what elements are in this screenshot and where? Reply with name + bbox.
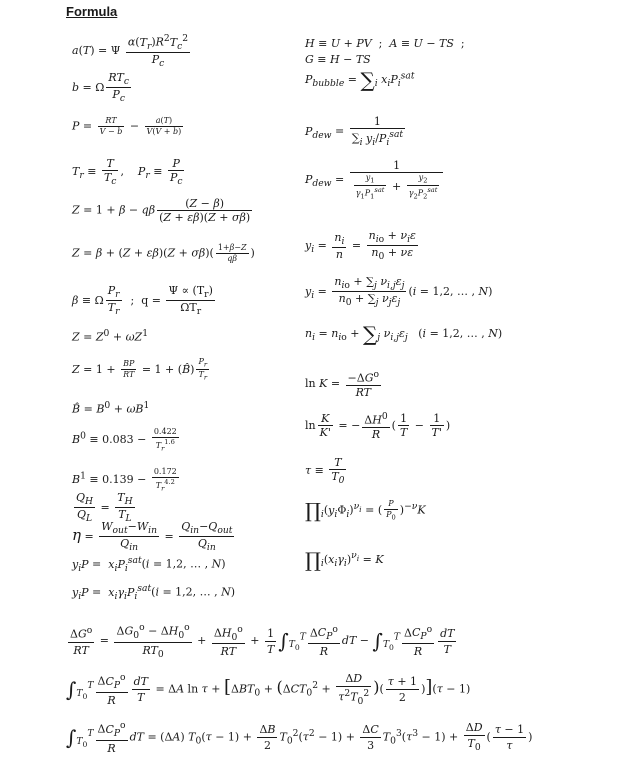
- equation-raoult: $y_iP = x_iP_i^{sat}(i = 1,2$, … , N): [72, 555, 226, 574]
- equation-gibbs-temperature: $\frac{\Delta G^o}{RT}$ = $\frac{\Delta G_0^o - \Delta H_0^o}{RT_0}$ + $\frac{\Delta H_0^o}{RT}$ + $\frac{1}{T}$ $\int_{T_0}^T$ $\frac{\Delta C_P^o}{R}$ dT − $\int_{T_0}^T$ $\frac{\Delta C_P^o}{R}$ $\frac{dT}{T}$: [70, 622, 455, 661]
- equation-reduced: $T_r$ ≡ $\frac{T}{T_c}$ , $P_r$ ≡ $\frac{P}{P_c}$: [72, 157, 183, 188]
- equation-virial: Z = 1 + $\frac{BP}{RT}$ = 1 + (B̂) $\frac{P_r}{T_r}$: [72, 357, 208, 382]
- equation-efficiency: η = $\frac{W_{out}-W_{in}}{Q_{in}}$ = $\frac{Q_{in}-Q_{out}}{Q_{in}}$: [72, 520, 233, 554]
- equation-b1: $B^1 \equiv 0.139$ − $\frac{0.172}{T_r^{4.2}}$: [72, 467, 177, 493]
- equation-moles: $n_i = n_{io} + \sum_j$ $\nu_{i,j}\varepsilon_j$ (i = 1,2, … , N): [305, 322, 503, 346]
- equation-entropy-integral: $\int_{T_0}^T$ $\frac{\Delta C_P^o}{R}$ $\frac{dT}{T}$ = ΔA $\ln \tau + [\Delta BT_0 + (\Delta CT_0^2$ + $\frac{\Delta D}{\tau^2T_0^2}$ )( $\frac{\tau + 1}{2}$ )](τ − 1): [66, 672, 471, 707]
- equation-ln-k: ln K = $\frac{-\Delta G^o}{RT}$: [305, 369, 380, 399]
- equation-z-cubic: Z = 1 + β − qβ $\frac{(Z - \beta)}{(Z + \varepsilon\beta)(Z + \sigma\beta)}$: [72, 197, 251, 224]
- equation-liquid-equilibrium: $\prod_i(x_i\gamma_i)^{\nu_i} = K$: [305, 548, 384, 572]
- equation-pdew-sum: $P_{dew}$ = $\frac{1}{\sum_i y_i/P_i^{sat}}$: [305, 115, 404, 148]
- equation-a-of-T: a(T) = Ψ $\frac{\alpha(T_r)R^2T_c^2}{P_c}$: [72, 33, 189, 70]
- sheet-title: Formula: [66, 4, 118, 19]
- equation-pdew-binary: $P_{dew}$ = 1 $\frac{y_1}{\gamma_1P_1^{sat}}$ + $\frac{y_2}{\gamma_2P_2^{sat}}$: [305, 160, 445, 200]
- equation-pbubble: $P_{bubble} = \sum_i$ $x_iP_i^{sat}$: [305, 68, 415, 92]
- equation-mole-fraction-multi: $y_i$ = $\frac{n_{io} + \sum_j \nu_{i,j}\varepsilon_j}{n_0 + \sum_j \nu_j\varepsilon_j}$ (i = 1,2, … , N): [305, 275, 493, 309]
- equation-z-acentric: $Z = Z^0 + \omega Z^1$: [72, 328, 149, 344]
- equation-modified-raoult: $y_iP = x_i\gamma_iP_i^{sat}(i = 1,2$, … , N): [72, 583, 236, 602]
- equation-gas-equilibrium: $\prod_i(y_i\Phi_i)^{\nu_i}$ = ( $\frac{P}{P_0}$ )$^{-\nu}$K: [305, 498, 426, 523]
- equation-b: b = Ω $\frac{RT_c}{P_c}$: [72, 71, 129, 105]
- equation-g: G ≡ H − TS: [305, 53, 371, 66]
- equation-enthalpy-integral: $\int_{T_0}^T$ $\frac{\Delta C_P^o}{R}$ dT = (ΔA) $T_0(\tau - 1)$ + $\frac{\Delta B}{2}$ $T_0^2(\tau^2 - 1)$ + $\frac{\Delta C}{3}$ $T_0^3(\tau^3 - 1)$ + $\frac{\Delta D}{T_0}$ ( $\frac{\tau - 1}{\tau}$ ): [66, 720, 533, 755]
- equation-van-t-hoff: ln $\frac{K}{K'}$ = − $\frac{\Delta H^0}{R}$ ( $\frac{1}{T}$ − $\frac{1}{T'}$ ): [305, 411, 451, 441]
- equation-carnot: $\frac{Q_H}{Q_L}$ = $\frac{T_H}{T_L}$: [76, 491, 133, 525]
- equation-z-liquid: Z = β + (Z + εβ)(Z + σβ)( $\frac{1+\beta-Z}{q\beta}$ ): [72, 243, 255, 263]
- equation-b-hat: B̂ = $B^0 + \omega B^1$: [72, 400, 150, 416]
- equation-mole-fraction: $y_i$ = $\frac{n_i}{n}$ = $\frac{n_{io} + \nu_i\varepsilon}{n_0 + \nu\varepsilon}$: [305, 229, 416, 263]
- equation-pressure: P = $\frac{RT}{V - b}$ − $\frac{a(T)}{V(V + b)}$: [72, 116, 182, 136]
- equation-beta-q: β ≡ Ω $\frac{P_r}{T_r}$ ; q = $\frac{\Psi \propto (T_r)}{\Omega T_r}$: [72, 284, 213, 318]
- equation-tau: τ ≡ $\frac{T}{T_0}$: [305, 456, 345, 487]
- equation-b0: $B^0 \equiv 0.083$ − $\frac{0.422}{T_r^{1.6}}$: [72, 427, 177, 453]
- equation-h-a: H ≡ U + PV ; A ≡ U − TS ;: [305, 37, 465, 50]
